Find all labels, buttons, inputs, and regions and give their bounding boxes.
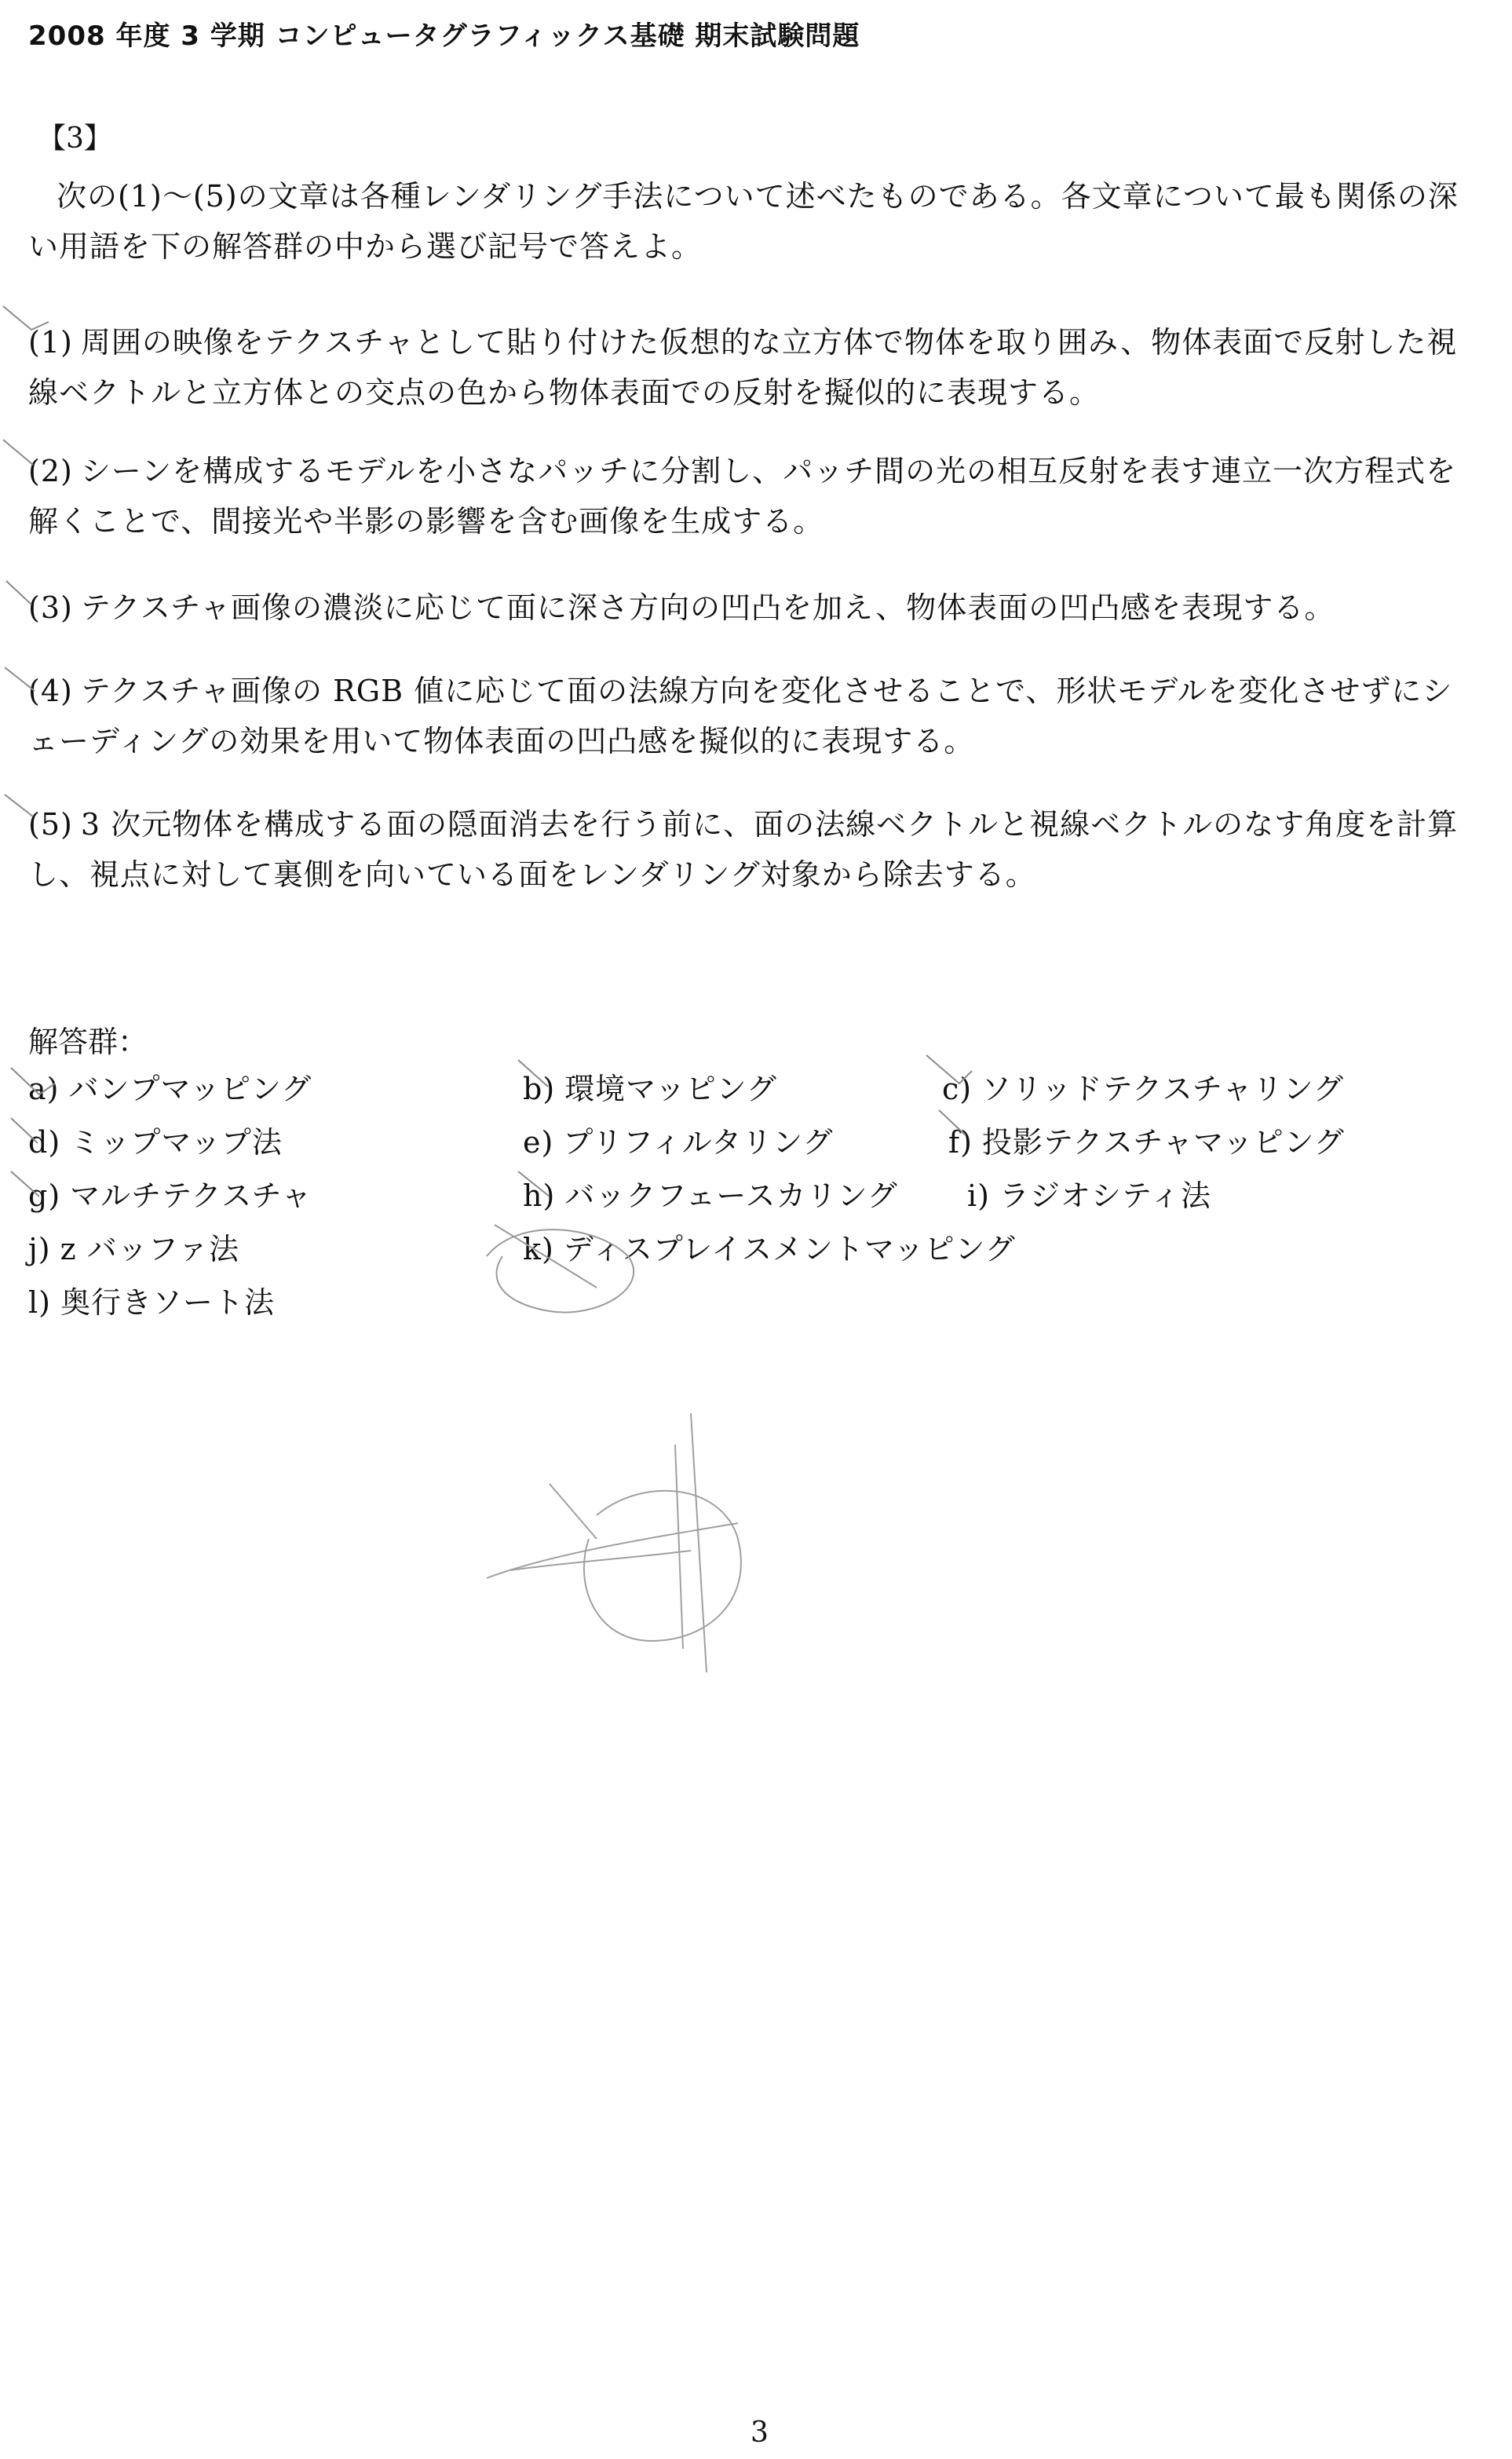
answer-text: 環境マッピング	[564, 1072, 777, 1106]
question-1	[28, 317, 1481, 418]
section-instructions: 次の(1)〜(5)の文章は各種レンダリング手法について述べたものである。各文章について最も関係の深い用語を下の解答群の中から選び記号で答えよ。	[28, 179, 1459, 264]
answer-key: c)	[942, 1072, 973, 1106]
question-number: (1)	[28, 325, 73, 360]
answer-key: f)	[948, 1125, 973, 1160]
answer-text: 投影テクスチャマッピング	[981, 1125, 1345, 1160]
question-text: 3 次元物体を構成する面の隠面消去を行う前に、面の法線ベクトルと視線ベクトルのなす角度を計算し、視点に対して裏側を向いている面をレンダリング対象から除去する。	[28, 807, 1459, 892]
answer-key: l)	[28, 1285, 51, 1320]
answer-text: マルチテクスチャ	[70, 1178, 312, 1213]
answer-key: b)	[523, 1072, 556, 1106]
answer-option-j	[28, 1225, 239, 1268]
answer-text: ミップマップ法	[70, 1125, 283, 1160]
answer-key: j)	[28, 1232, 51, 1266]
question-4	[28, 666, 1481, 766]
question-text: テクスチャ画像の RGB 値に応じて面の法線方向を変化させることで、形状モデルを変化させずにシェーディングの効果を用いて物体表面の凹凸感を擬似的に表現する。	[28, 674, 1453, 758]
answer-key: h)	[523, 1178, 556, 1213]
answer-text: バックフェースカリング	[564, 1178, 898, 1213]
answer-option-d	[28, 1118, 283, 1161]
answer-text: 奥行きソート法	[60, 1285, 275, 1320]
answer-option-f	[948, 1118, 1345, 1161]
question-number: (4)	[28, 674, 73, 708]
answer-text: ソリッドテクスチャリング	[981, 1072, 1345, 1106]
answer-option-i	[967, 1171, 1211, 1215]
question-text: 周囲の映像をテクスチャとして貼り付けた仮想的な立方体で物体を取り囲み、物体表面で反射した視線ベクトルと立方体との交点の色から物体表面での反射を擬似的に表現する。	[28, 325, 1458, 410]
answer-key: d)	[28, 1125, 61, 1160]
question-text: シーンを構成するモデルを小さなパッチに分割し、パッチ間の光の相互反射を表す連立一次方程式を解くことで、間接光や半影の影響を含む画像を生成する。	[28, 454, 1457, 539]
pencil-sketch	[487, 1413, 741, 1672]
answer-key: i)	[967, 1178, 990, 1213]
answer-option-a	[28, 1065, 312, 1108]
question-5	[28, 799, 1481, 900]
answer-option-b	[523, 1065, 777, 1108]
answer-option-g	[28, 1171, 312, 1215]
answer-key: a)	[28, 1072, 60, 1106]
answer-key: g)	[28, 1178, 61, 1213]
answer-option-k	[523, 1225, 1016, 1268]
answer-key: e)	[523, 1125, 554, 1160]
page-number: 3	[751, 2417, 769, 2449]
question-number: (5)	[28, 807, 73, 842]
question-text: テクスチャ画像の濃淡に応じて面に深さ方向の凹凸を加え、物体表面の凹凸感を表現する。	[80, 590, 1335, 625]
answer-text: バンプマッピング	[68, 1072, 312, 1106]
section-label: 【3】	[38, 122, 112, 155]
answer-option-e	[523, 1118, 834, 1161]
question-number: (2)	[28, 454, 73, 488]
question-number: (3)	[28, 590, 73, 625]
question-3	[28, 583, 1481, 633]
answer-text: ディスプレイスメントマッピング	[563, 1232, 1016, 1266]
answer-list-title: 解答群：	[28, 1025, 148, 1059]
answer-key: k)	[523, 1232, 554, 1266]
answer-text: プリフィルタリング	[563, 1125, 834, 1160]
answer-option-h	[523, 1171, 898, 1215]
answer-option-c	[942, 1065, 1344, 1108]
answer-text: ラジオシティ法	[999, 1178, 1211, 1213]
answer-text: z バッファ法	[60, 1232, 239, 1266]
question-2	[28, 446, 1481, 546]
page-title: 2008 年度 3 学期 コンピュータグラフィックス基礎 期末試験問題	[28, 20, 860, 52]
answer-option-l	[28, 1278, 275, 1321]
